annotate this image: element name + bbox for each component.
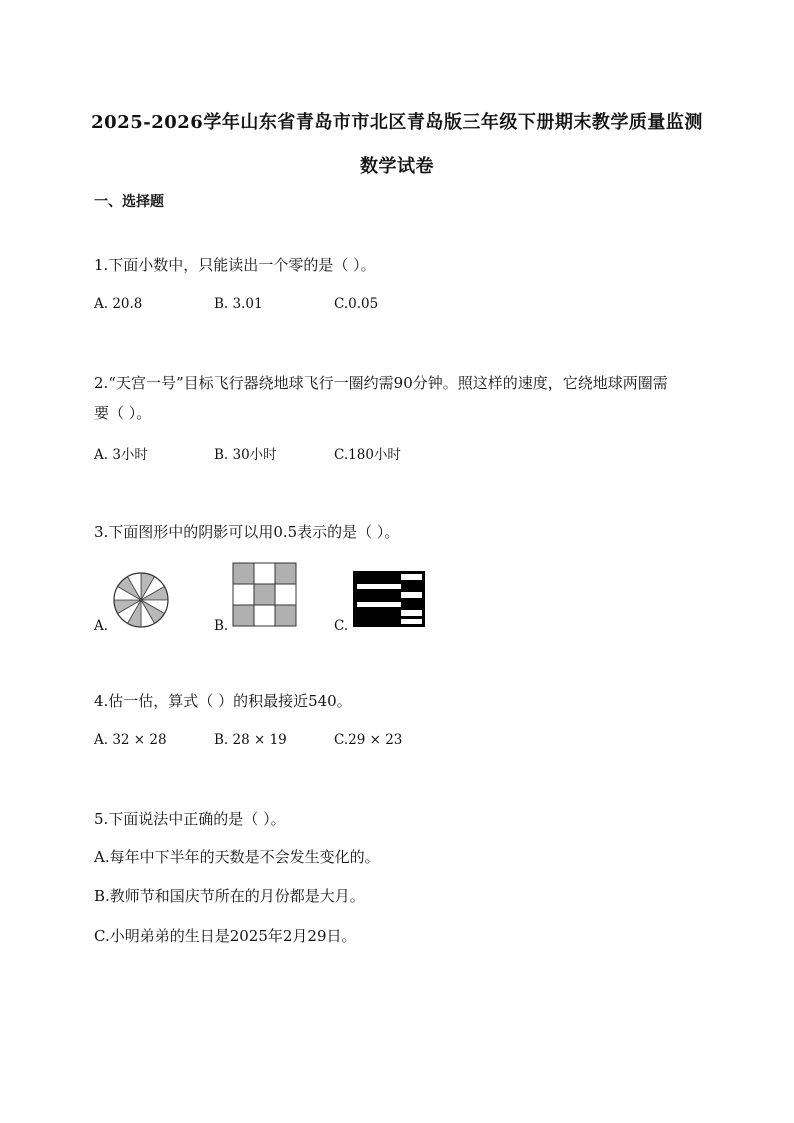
question-5-option-c: C.小明弟弟的生日是2025年2月29日。 [94, 927, 357, 945]
question-4-option-c: C.29 × 23 [334, 732, 403, 748]
grid-cell [275, 563, 296, 584]
grid-cell [233, 563, 254, 584]
question-5-option-a: A.每年中下半年的天数是不会发生变化的。 [94, 848, 380, 866]
grid-cell [275, 584, 296, 605]
question-4-option-a: A. 32 × 28 [94, 732, 167, 748]
question-2-stem-line-1: 2.“天宫一号”目标飞行器绕地球飞行一圈约需90分钟。照这样的速度，它绕地球两圈需 [94, 374, 668, 392]
grid-cell [254, 605, 275, 626]
grid-cell [254, 584, 275, 605]
section-heading: 一、选择题 [94, 194, 164, 210]
stripe [357, 584, 401, 589]
question-2-option-b: B. 30小时 [214, 447, 277, 463]
stripe [357, 602, 401, 607]
grid-cell [275, 605, 296, 626]
question-2-option-a: A. 3小时 [94, 447, 148, 463]
question-4-option-b: B. 28 × 19 [214, 732, 287, 748]
question-5-stem: 5.下面说法中正确的是（ ）。 [94, 810, 286, 828]
question-1-option-a: A. 20.8 [94, 296, 143, 312]
question-1-option-b: B. 3.01 [214, 296, 263, 312]
question-3-option-b-label: B. [214, 618, 229, 634]
grid-cell [233, 605, 254, 626]
question-2-option-c: C.180小时 [334, 447, 401, 463]
question-4-stem: 4.估一估，算式（ ）的积最接近540。 [94, 692, 352, 710]
question-2-stem-line-2: 要（ ）。 [94, 404, 152, 422]
question-3-stem: 3.下面图形中的阴影可以用0.5表示的是（ ）。 [94, 523, 400, 541]
stripe [401, 574, 422, 580]
grid-figure [232, 562, 298, 628]
stripe [401, 619, 422, 624]
question-3-option-c-label: C. [334, 618, 349, 634]
bar-figure [352, 570, 426, 628]
exam-title-line-1: 2025-2026学年山东省青岛市市北区青岛版三年级下册期末教学质量监测 [91, 112, 703, 133]
grid-cell [233, 584, 254, 605]
question-3-option-a-label: A. [94, 618, 109, 634]
pie-figure [112, 571, 170, 629]
stripe [401, 610, 422, 616]
grid-cell [254, 563, 275, 584]
question-5-option-b: B.教师节和国庆节所在的月份都是大月。 [94, 887, 365, 905]
grid-cells [233, 563, 296, 626]
stripe [401, 592, 422, 598]
question-1-option-c: C.0.05 [334, 296, 379, 312]
question-1-stem: 1.下面小数中，只能读出一个零的是（ ）。 [94, 256, 376, 274]
exam-title-line-2: 数学试卷 [360, 156, 434, 177]
